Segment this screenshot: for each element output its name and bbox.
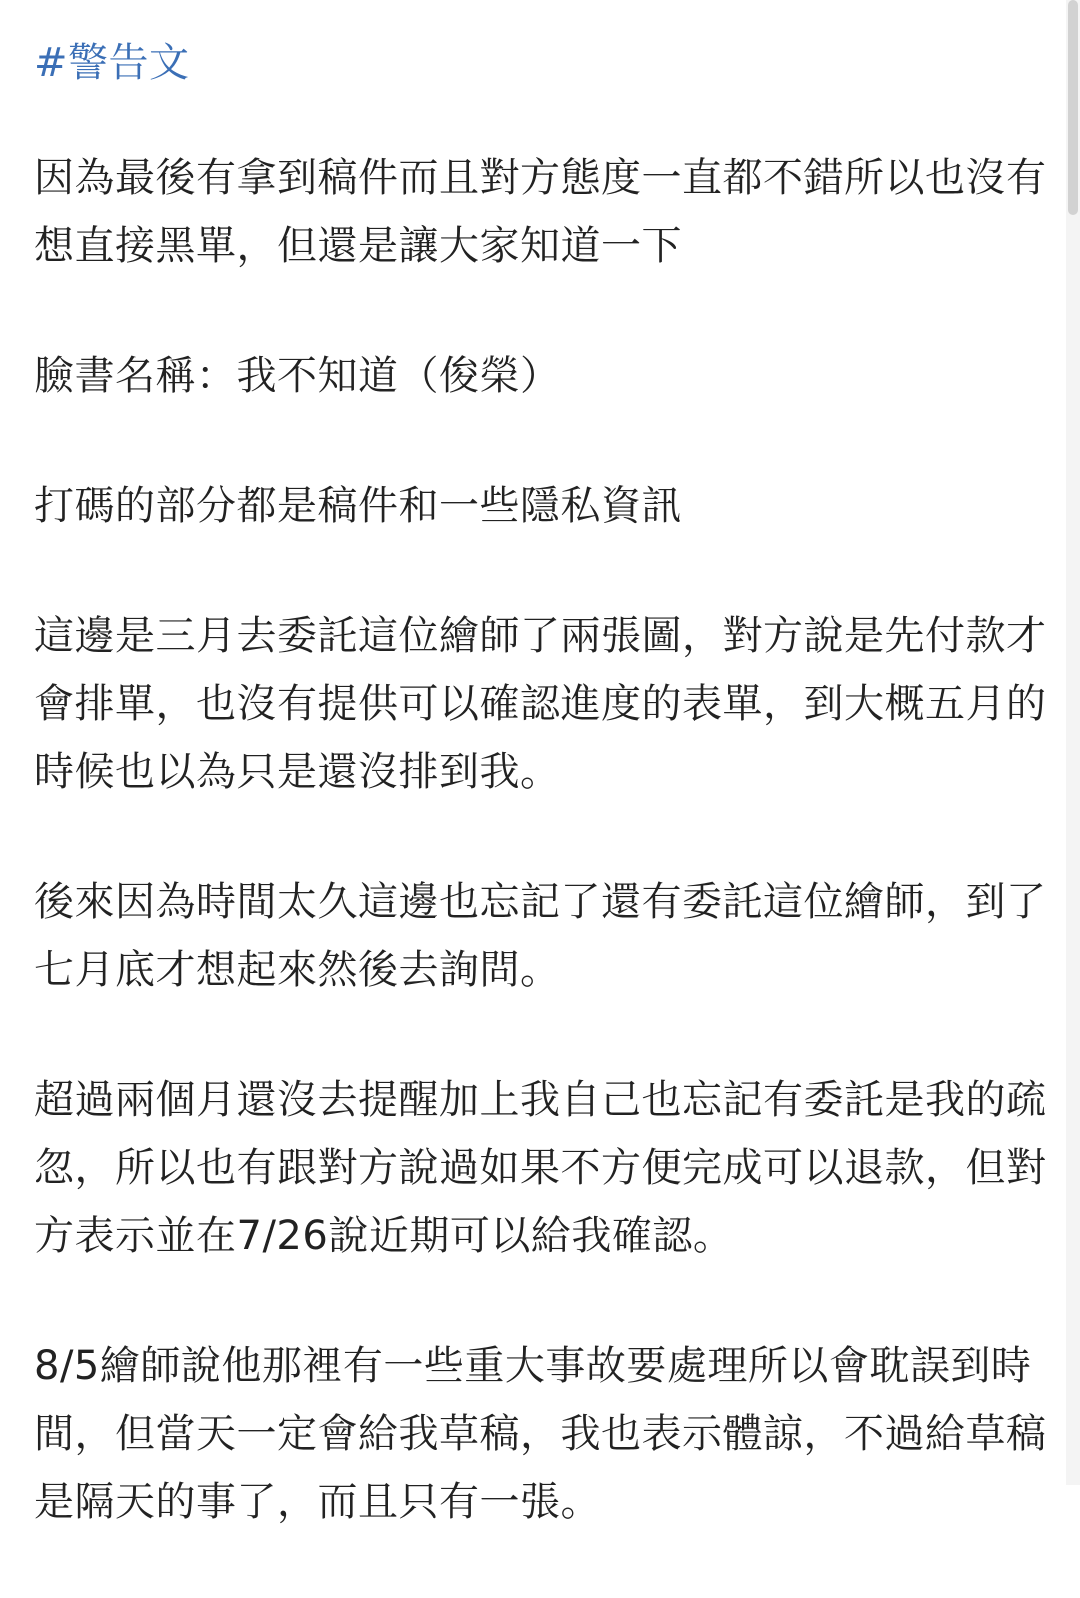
- post-paragraph-2: 臉書名稱：我不知道（俊榮）: [34, 353, 561, 399]
- scrollbar-track[interactable]: [1066, 0, 1080, 1485]
- post-paragraph-6: 超過兩個月還沒去提醒加上我自己也忘記有委託是我的疏忽，所以也有跟對方說過如果不方便完成可以退款，但對方表示並在7/26說近期可以給我確認。: [34, 1077, 1047, 1259]
- post-body: [34, 32, 1049, 1598]
- post-paragraph-5: 後來因為時間太久這邊也忘記了還有委託這位繪師，到了七月底才想起來然後去詢問。: [34, 879, 1047, 993]
- post-paragraph-4: 這邊是三月去委託這位繪師了兩張圖，對方說是先付款才會排單，也沒有提供可以確認進度的表單，到大概五月的時候也以為只是還沒排到我。: [34, 613, 1047, 795]
- post-paragraph-1: 因為最後有拿到稿件而且對方態度一直都不錯所以也沒有想直接黑單，但還是讓大家知道一下: [34, 155, 1047, 269]
- post-paragraph-7: 8/5繪師說他那裡有一些重大事故要處理所以會耽誤到時間，但當天一定會給我草稿，我也表示體諒，不過給草稿是隔天的事了，而且只有一張。: [34, 1343, 1047, 1525]
- hashtag-link[interactable]: #警告文: [34, 40, 190, 86]
- scrollbar-thumb[interactable]: [1068, 0, 1078, 215]
- post-paragraph-3: 打碼的部分都是稿件和一些隱私資訊: [34, 483, 682, 529]
